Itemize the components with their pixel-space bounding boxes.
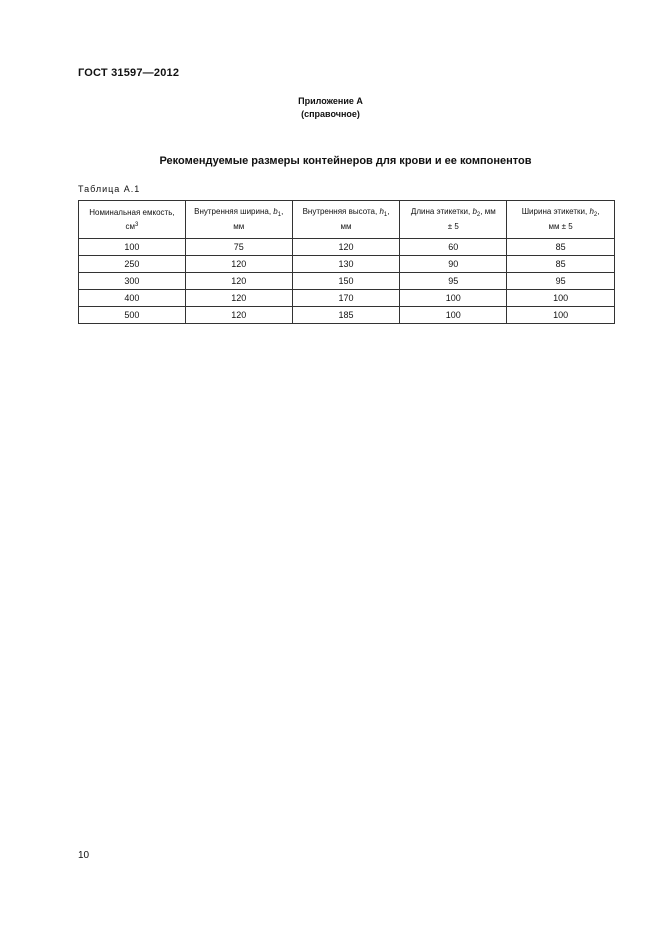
table-cell: 100: [79, 239, 186, 256]
table-row: [79, 307, 615, 324]
table-cell: 95: [400, 273, 507, 290]
table-cell: 60: [400, 239, 507, 256]
section-title: Рекомендуемые размеры контейнеров для крови и ее компонентов: [159, 155, 532, 167]
header-inner-height: Внутренняя высота, $h_1$, мм: [292, 201, 400, 239]
table-cell: 120: [185, 256, 292, 273]
document-id: ГОСТ 31597—2012: [78, 67, 180, 79]
table-cell: 170: [292, 290, 400, 307]
table-cell: 120: [185, 273, 292, 290]
table-cell: 500: [79, 307, 186, 324]
header-label-length: Длина этикетки, $b_2$, мм ± 5: [400, 201, 507, 239]
table-row: [79, 273, 615, 290]
table-cell: 85: [507, 256, 615, 273]
header-label-width: Ширина этикетки, $h_2$, мм ± 5: [507, 201, 615, 239]
table-cell: 300: [79, 273, 186, 290]
table-cell: 120: [185, 290, 292, 307]
annex-subtitle: (справочное): [301, 109, 360, 119]
table-cell: 85: [507, 239, 615, 256]
table-cell: 120: [292, 239, 400, 256]
annex-title: Приложение А: [298, 96, 363, 106]
table-caption: Таблица А.1: [78, 184, 141, 194]
table-cell: 95: [507, 273, 615, 290]
table-cell: 250: [79, 256, 186, 273]
table-cell: 100: [507, 307, 615, 324]
table-cell: 130: [292, 256, 400, 273]
header-capacity: Номинальная емкость, $см^3$: [79, 201, 186, 239]
header-inner-width: Внутренняя ширина, $b_1$, мм: [185, 201, 292, 239]
table-cell: 100: [507, 290, 615, 307]
table-cell: 90: [400, 256, 507, 273]
table-cell: 150: [292, 273, 400, 290]
page-number: 10: [78, 850, 90, 861]
table-cell: 75: [185, 239, 292, 256]
table-row: [79, 239, 615, 256]
table-cell: 100: [400, 307, 507, 324]
table-cell: 185: [292, 307, 400, 324]
table-row: [79, 290, 615, 307]
table-cell: 120: [185, 307, 292, 324]
table-cell: 400: [79, 290, 186, 307]
table-row: [79, 256, 615, 273]
dimensions-table: [78, 200, 615, 324]
table-cell: 100: [400, 290, 507, 307]
table-header-row: [79, 201, 615, 239]
